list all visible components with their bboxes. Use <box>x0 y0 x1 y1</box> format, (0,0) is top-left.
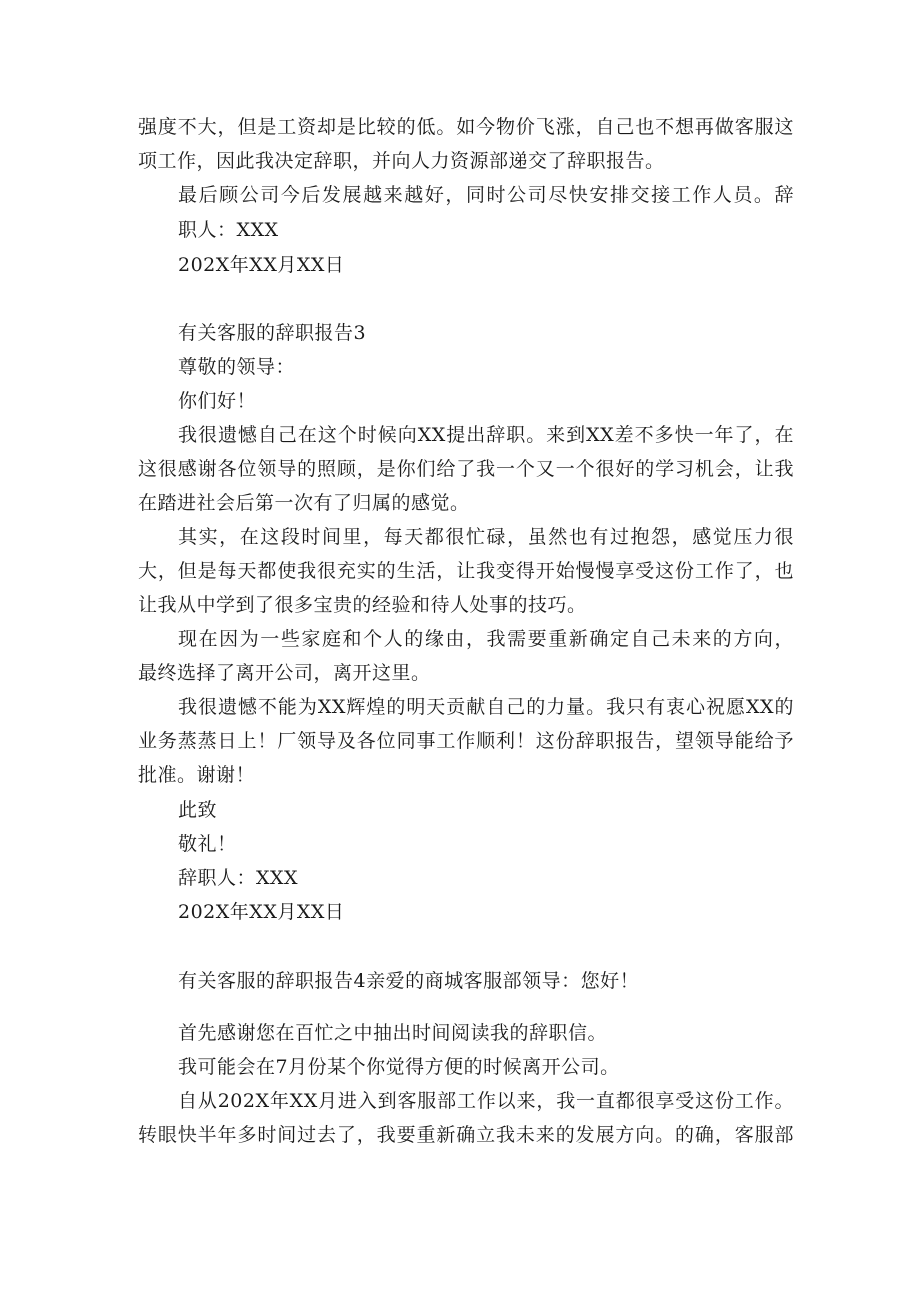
closing-line: 敬礼！ <box>178 833 237 855</box>
salutation: 尊敬的领导： <box>178 356 296 378</box>
greeting: 你们好！ <box>178 390 257 412</box>
text-line: 批准。谢谢！ <box>138 764 256 786</box>
text-line: 强度不大，但是工资却是比较的低。如今物价飞涨，自己也不想再做客服这 <box>138 116 794 138</box>
signature-line: 辞职人：XXX <box>178 867 299 889</box>
text-line: 这很感谢各位领导的照顾，是你们给了我一个又一个很好的学习机会，让我 <box>138 458 794 480</box>
text-line: 项工作，因此我决定辞职，并向人力资源部递交了辞职报告。 <box>138 150 665 172</box>
text-line: 我可能会在7月份某个你觉得方便的时候离开公司。 <box>178 1056 620 1078</box>
text-line: 最后顾公司今后发展越来越好，同时公司尽快安排交接工作人员。辞 <box>178 184 794 206</box>
text-line: 让我从中学到了很多宝贵的经验和待人处事的技巧。 <box>138 594 587 616</box>
text-line: 我很遗憾自己在这个时候向XX提出辞职。来到XX差不多快一年了，在 <box>178 424 794 446</box>
text-line: 现在因为一些家庭和个人的缘由，我需要重新确定自己未来的方向， <box>178 628 794 650</box>
text-line: 自从202X年XX月进入到客服部工作以来，我一直都很享受这份工作。 <box>178 1090 794 1112</box>
signature-line: 职人：XXX <box>178 219 279 241</box>
section-title: 有关客服的辞职报告3 <box>178 322 367 344</box>
text-line: 最终选择了离开公司，离开这里。 <box>138 662 431 684</box>
text-line: 我很遗憾不能为XX辉煌的明天贡献自己的力量。我只有衷心祝愿XX的 <box>178 696 794 718</box>
date-line: 202X年XX月XX日 <box>178 254 345 276</box>
text-line: 在踏进社会后第一次有了归属的感觉。 <box>138 492 470 514</box>
text-line: 大，但是每天都使我很充实的生活，让我变得开始慢慢享受这份工作了，也 <box>138 560 794 582</box>
date-line: 202X年XX月XX日 <box>178 901 345 923</box>
text-line: 其实，在这段时间里，每天都很忙碌，虽然也有过抱怨，感觉压力很 <box>178 526 794 548</box>
text-line: 首先感谢您在百忙之中抽出时间阅读我的辞职信。 <box>178 1022 608 1044</box>
closing-line: 此致 <box>178 799 218 821</box>
text-line: 业务蒸蒸日上！厂领导及各位同事工作顺利！这份辞职报告，望领导能给予 <box>138 730 794 752</box>
text-line: 转眼快半年多时间过去了，我要重新确立我未来的发展方向。的确，客服部 <box>138 1124 794 1146</box>
section-title: 有关客服的辞职报告4亲爱的商城客服部领导：您好！ <box>178 970 640 992</box>
